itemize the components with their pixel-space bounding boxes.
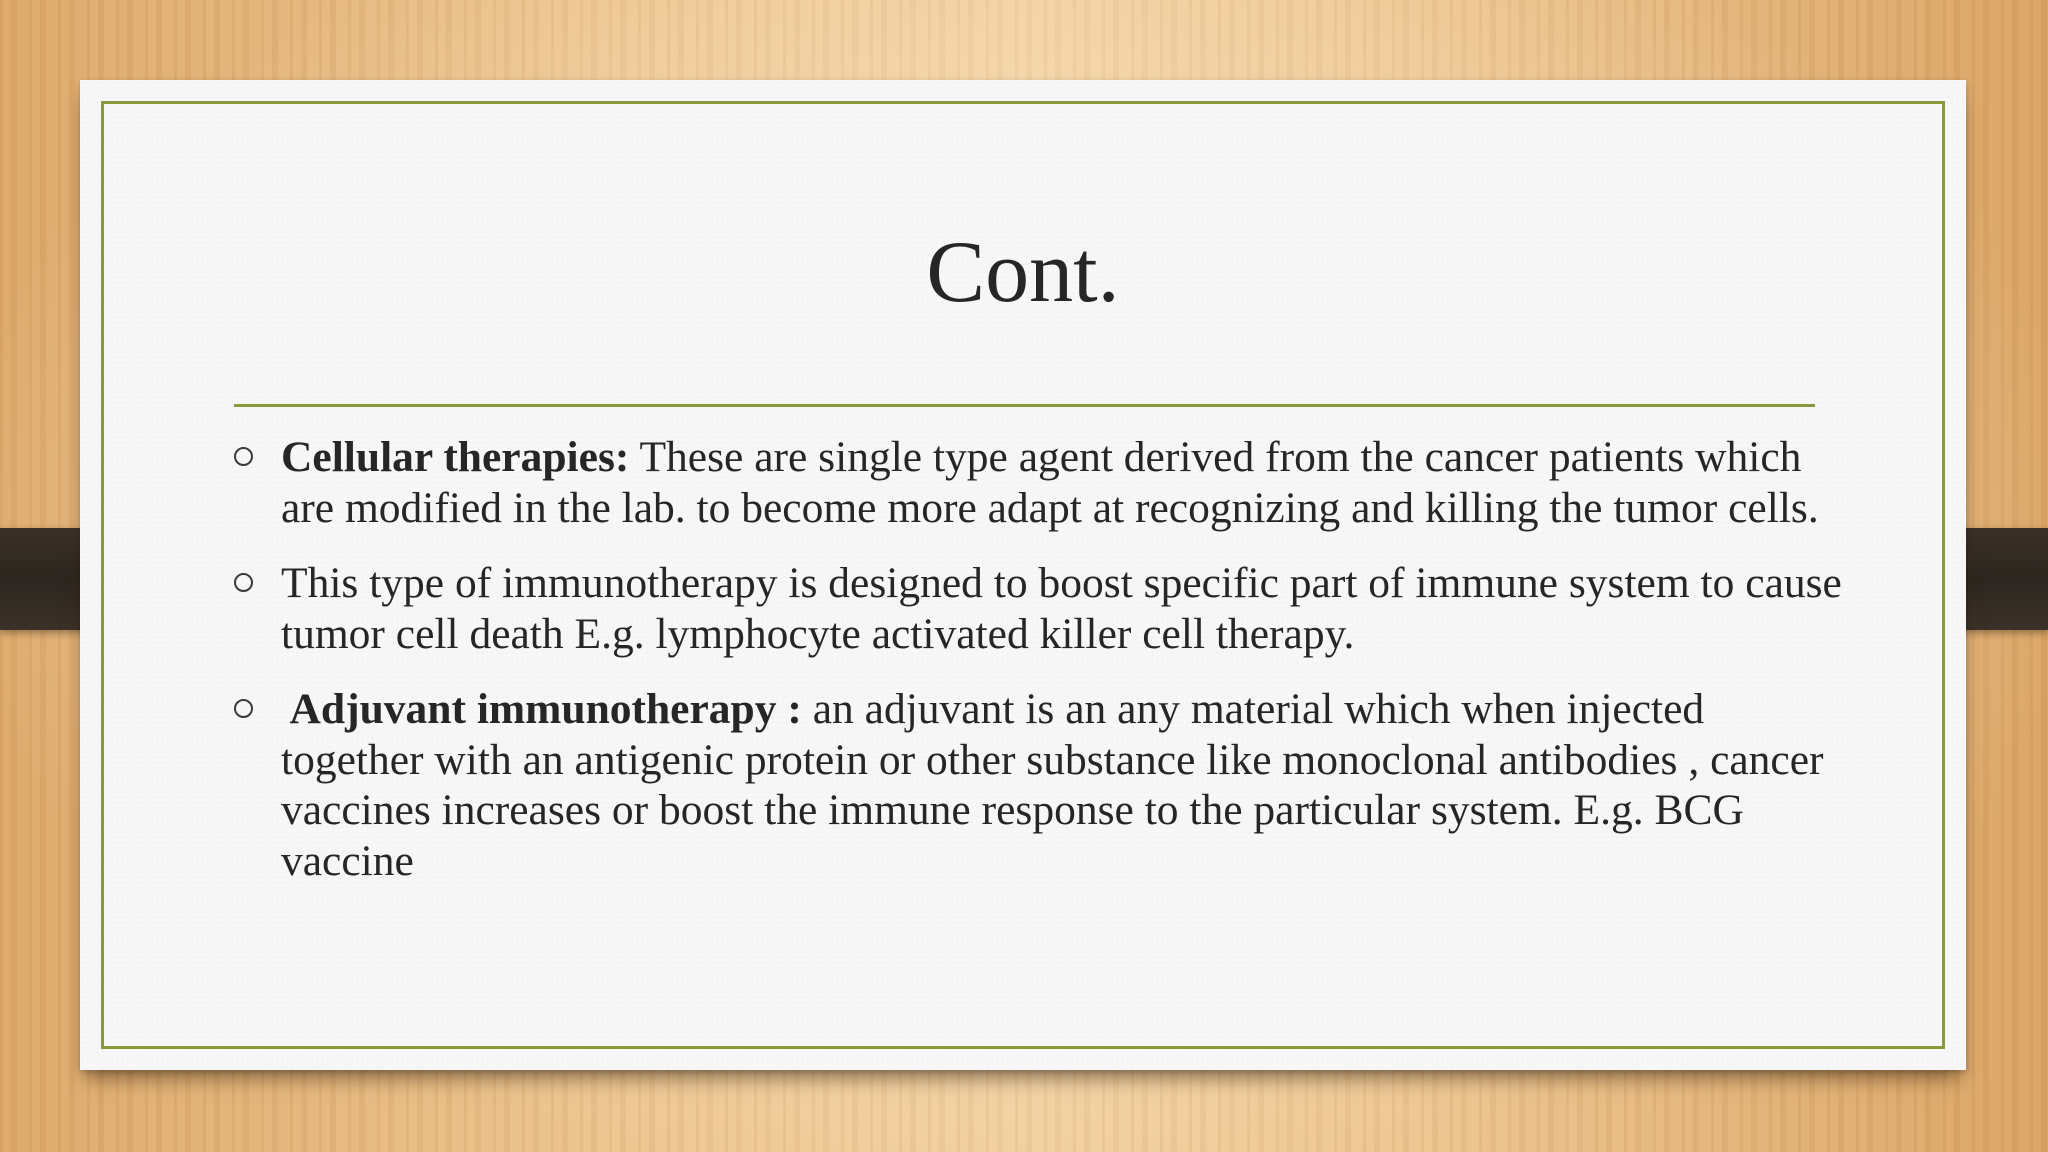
hollow-circle-icon bbox=[234, 447, 253, 466]
bullet-text: This type of immunotherapy is designed to boost specific part of immune system to cause tumor cell death E.g. lymphocyte activated killer cell therapy. bbox=[281, 559, 1842, 658]
bullet-item-cellular-therapies bbox=[80, 432, 1966, 533]
bullet-text: an adjuvant is an any material which when injected together with an antigenic protein or other substance like monoclonal antibodies , cancer vaccines increases or boost the immune response to the particular system. E.g. BCG vaccine bbox=[281, 685, 1824, 885]
hollow-circle-icon bbox=[234, 699, 253, 718]
slide-title: Cont. bbox=[926, 224, 1120, 321]
bullet-list bbox=[80, 432, 1966, 911]
hollow-circle-icon bbox=[234, 573, 253, 592]
bullet-bold-label: Cellular therapies: bbox=[281, 433, 630, 481]
bullet-item-adjuvant-immunotherapy bbox=[80, 684, 1966, 886]
bullet-item-immunotherapy-type bbox=[80, 558, 1966, 659]
slide-card bbox=[80, 80, 1966, 1070]
bullet-bold-label: Adjuvant immunotherapy : bbox=[281, 685, 802, 733]
bullet-text: These are single type agent derived from the cancer patients which are modified in the lab. to become more adapt at recognizing and killing the tumor cells. bbox=[281, 433, 1819, 532]
title-divider bbox=[234, 404, 1815, 407]
